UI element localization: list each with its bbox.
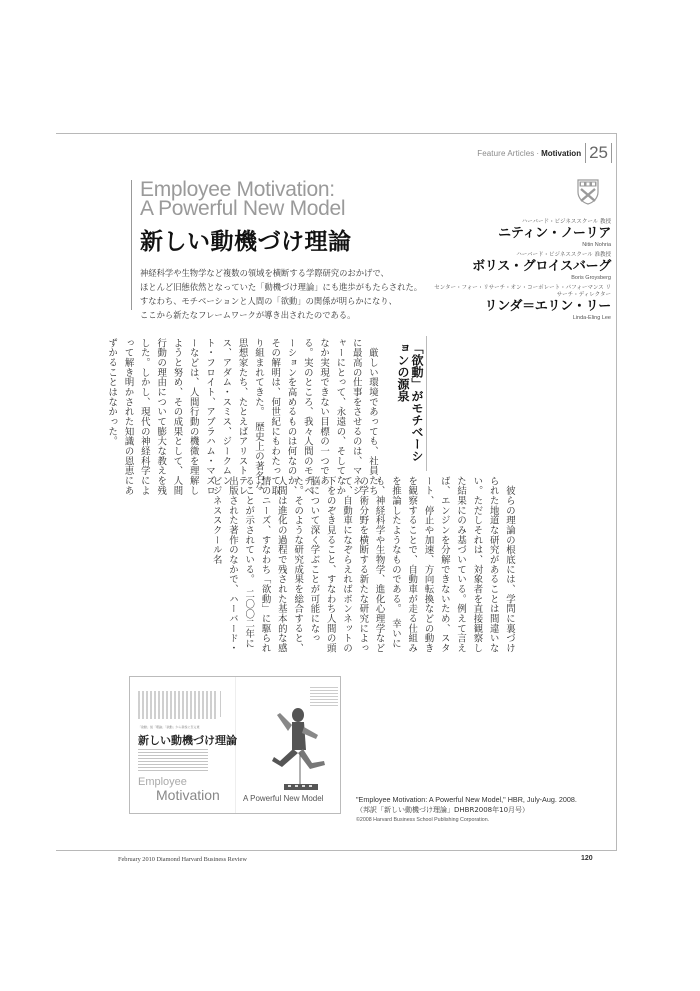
author-entry	[431, 252, 611, 282]
running-figure-illustration-icon	[270, 705, 345, 795]
original-article-thumbnail	[129, 676, 341, 814]
caption-copyright: ©2008 Harvard Business School Publishing Corporation.	[356, 817, 490, 823]
author-name-jp: ニティン・ノーリア	[498, 226, 611, 241]
body-text-column-lower: 彼らの理論の根底には、学問に裏づけられた地道な研究があることは間違いない。ただしそれは、対象者を直接観察した結果にのみ基づいている。例えて言えば、エンジンを分解できないため、スタート、停止や加速、方向転換などの動きを観察することで、自動車が走る仕組みを推論したようなものである。 幸いにも、神経科学や生物学、進化心理学などの学術分野を横断する新たな研究によって、自動車になぞらえればボンネットの下をのぞき見ること、すなわち人間の頭脳について深く学ぶことが可能になった。そのような研究成果を総合すると、人間は進化の過程で残された基本的な感情のニーズ、すなわち「欲動」に駆られることが示されている。 二〇〇二年に出版された著作のなかで、ハーバード・ビジネススクール名	[210, 476, 515, 654]
title-block	[131, 178, 423, 320]
thumbnail-authors	[310, 687, 338, 707]
thumbnail-lead-text	[138, 749, 208, 773]
running-head-separator: ·	[536, 148, 540, 158]
author-name-en: Nitin Nohria	[582, 242, 611, 248]
running-head-section: Feature Articles	[477, 148, 535, 158]
footer-page-number: 120	[581, 855, 593, 862]
author-role: ハーバード・ビジネススクール 教授	[521, 219, 611, 225]
footer-publication: February 2010 Diamond Harvard Business Review	[118, 856, 247, 863]
thumbnail-sidehead	[220, 691, 230, 717]
japanese-title: 新しい動機づけ理論	[140, 229, 352, 255]
authors-block	[431, 219, 611, 325]
source-caption	[356, 795, 577, 824]
author-name-jp: リンダ＝エリン・リー	[484, 299, 611, 314]
english-title-line2: A Powerful New Model	[140, 197, 346, 220]
lead-paragraph	[140, 266, 422, 322]
author-name-jp: ボリス・グロイスバーグ	[472, 259, 611, 274]
running-head-topic: Motivation	[541, 148, 582, 158]
author-role: センター・フォー・リサーチ・オン・コーポレート・パフォーマンス リサーチ・ディレクター	[434, 285, 611, 298]
running-head	[477, 143, 612, 163]
thumbnail-kicker: 「欲動」説「理論」「欲動」から新説に至る道	[138, 725, 200, 729]
english-title-line1: Employee Motivation:	[140, 178, 335, 201]
thumbnail-body-text	[138, 691, 218, 719]
body-text-column-upper: 厳しい環境であっても、社員たちに最高の仕事をさせるのは、マネジャーにとって、永遠の、そしてなかなか実現できない目標の一つである。実のところ、我々人間のモチベーションを高めるものは何なのか、その解明は、何世紀にもわたって取り組まれてきた。 歴史上の著名な思想家たち、たとえばアリストテレス、アダム・スミス、ジークムント・フロイト、アブラハム・マズローなどは、人間行動の機微を理解しようと努め、その成果として、人間行動の理由について膨大な教えを残した。しかし、現代の神経科学によって解き明かされた知識の恩恵にあずかることはなかった。	[106, 338, 378, 496]
running-head-page-number: 25	[585, 143, 612, 163]
author-entry	[431, 219, 611, 249]
caption-citation: "Employee Motivation: A Powerful New Model," HBR, July-Aug. 2008.	[356, 795, 577, 804]
lead-line: ほとんど旧態依然となっていた「動機づけ理論」にも進歩がもたらされた。	[140, 282, 423, 292]
thumbnail-english-word2: Motivation	[156, 787, 220, 803]
author-entry	[431, 285, 611, 322]
caption-translation-note: （邦訳「新しい動機づけ理論」DHBR2008年10月号）	[356, 806, 530, 814]
harvard-shield-icon	[577, 179, 599, 205]
thumbnail-english-subtitle: A Powerful New Model	[243, 794, 324, 803]
section-subheading: 「欲動」がモチベーションの源泉	[397, 336, 427, 471]
author-name-en: Linda-Eling Lee	[572, 315, 611, 321]
author-role: ハーバード・ビジネススクール 准教授	[516, 252, 611, 258]
lead-line: すなわち、モチベーションと人間の「欲動」の関係が明らかになり、	[140, 296, 397, 306]
thumbnail-japanese-title: 新しい動機づけ理論	[138, 734, 237, 747]
thumbnail-english-word1: Employee	[138, 776, 187, 788]
author-name-en: Boris Groysberg	[571, 275, 611, 281]
lead-line: ここから新たなフレームワークが導き出されたのである。	[140, 310, 356, 320]
lead-line: 神経科学や生物学など複数の領域を横断する学際研究のおかげで、	[140, 268, 389, 278]
